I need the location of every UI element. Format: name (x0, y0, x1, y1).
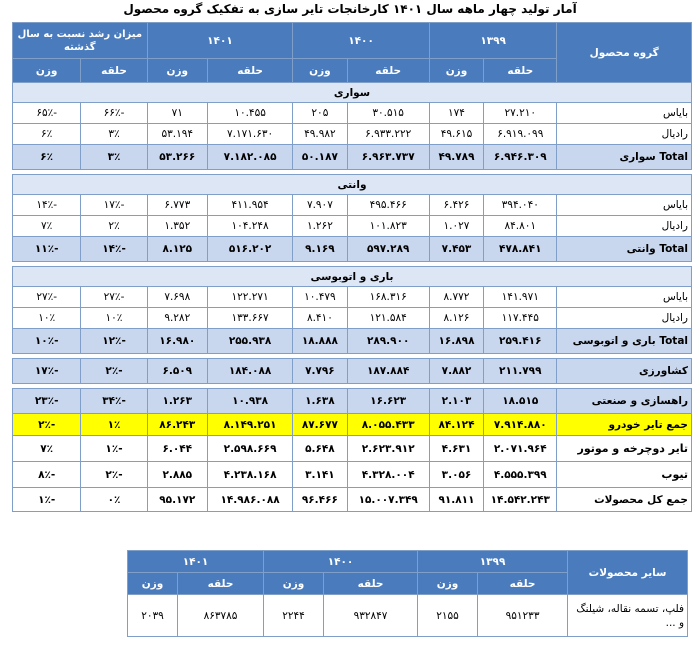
value-1399-ring: ۹۵۱۲۳۳ (478, 595, 568, 637)
year-header-1401: ۱۴۰۱ (147, 23, 293, 59)
sub-weight: وزن (128, 573, 178, 595)
growth-weight: ۶٪ (13, 145, 81, 170)
weight-1401: ۸۶.۲۴۳ (147, 414, 207, 436)
ring-1400: ۸.۰۵۵.۴۳۳ (347, 414, 429, 436)
weight-1400: ۵۰.۱۸۷ (293, 145, 347, 170)
row-label: کشاورزی (557, 359, 692, 384)
row-label: رادیال (557, 308, 692, 329)
growth-weight: ۷٪ (13, 436, 81, 462)
header-row-years (13, 23, 692, 59)
weight-1399: ۸۴.۱۲۴ (429, 414, 483, 436)
ring-1401: ۲۵۵.۹۳۸ (207, 329, 292, 354)
ring-1401: ۱۰.۹۳۸ (207, 389, 292, 414)
row-label: Total سواری (557, 145, 692, 170)
row-label: جمع کل محصولات (557, 488, 692, 512)
growth-weight: ۷٪ (13, 216, 81, 237)
row-label: راهسازی و صنعتی (557, 389, 692, 414)
growth-weight: -۱٪ (13, 488, 81, 512)
growth-ring: ۱٪ (81, 414, 147, 436)
ring-1399: ۱۱۷.۴۴۵ (484, 308, 557, 329)
growth-header: میزان رشد نسبت به سال گذشته (13, 23, 148, 59)
sub-weight: وزن (13, 59, 81, 83)
weight-1399: ۸.۱۲۶ (429, 308, 483, 329)
weight-1401: ۶.۷۷۳ (147, 195, 207, 216)
ring-1401: ۱۰۴.۲۴۸ (207, 216, 292, 237)
row-vanet-bayas (13, 195, 692, 216)
row-docharkhe (13, 436, 692, 462)
growth-weight: -۸٪ (13, 462, 81, 488)
growth-ring: ۱۰٪ (81, 308, 147, 329)
sub-ring: حلقه (347, 59, 429, 83)
row-bari-total (13, 329, 692, 354)
year-header-1400: ۱۴۰۰ (293, 23, 430, 59)
ring-1401: ۸.۱۴۹.۲۵۱ (207, 414, 292, 436)
ring-1399: ۶.۹۴۶.۳۰۹ (484, 145, 557, 170)
ring-1400: ۲.۶۲۳.۹۱۲ (347, 436, 429, 462)
section-vanet: وانتی (13, 175, 692, 195)
weight-1399: ۷.۸۸۲ (429, 359, 483, 384)
row-label: بایاس (557, 195, 692, 216)
value-1400-weight: ۲۲۴۴ (264, 595, 324, 637)
row-label: تیوب (557, 462, 692, 488)
year-header-1399: ۱۳۹۹ (429, 23, 557, 59)
weight-1399: ۶.۴۲۶ (429, 195, 483, 216)
ring-1400: ۱۶.۶۲۳ (347, 389, 429, 414)
production-table (12, 22, 692, 512)
weight-1401: ۲.۸۸۵ (147, 462, 207, 488)
row-vanet-radial (13, 216, 692, 237)
growth-ring: -۱۲٪ (81, 329, 147, 354)
ring-1399: ۲۵۹.۴۱۶ (484, 329, 557, 354)
weight-1401: ۹۵.۱۷۲ (147, 488, 207, 512)
year-header-1401: ۱۴۰۱ (128, 551, 264, 573)
row-label: بایاس (557, 287, 692, 308)
ring-1401: ۱۰.۴۵۵ (207, 103, 292, 124)
growth-ring: -۶۶٪ (81, 103, 147, 124)
row-savari-bayas (13, 103, 692, 124)
section-savari: سواری (13, 83, 692, 103)
sub-weight: وزن (418, 573, 478, 595)
page-title: آمار تولید چهار ماهه سال ۱۴۰۱ کارخانجات تایر سازی به تفکیک گروه محصول (123, 2, 577, 16)
weight-1399: ۴۹.۷۸۹ (429, 145, 483, 170)
weight-1400: ۱.۶۳۸ (293, 389, 347, 414)
weight-1399: ۱۷۴ (429, 103, 483, 124)
ring-1401: ۴.۲۳۸.۱۶۸ (207, 462, 292, 488)
ring-1399: ۱۸.۵۱۵ (484, 389, 557, 414)
ring-1400: ۴.۳۲۸.۰۰۴ (347, 462, 429, 488)
row-label: تایر دوچرخه و موتور (557, 436, 692, 462)
ring-1400: ۱۵.۰۰۷.۳۴۹ (347, 488, 429, 512)
weight-1399: ۷.۴۵۳ (429, 237, 483, 262)
growth-ring: -۱۷٪ (81, 195, 147, 216)
row-label: Total وانتی (557, 237, 692, 262)
weight-1400: ۷.۷۹۶ (293, 359, 347, 384)
weight-1399: ۱.۰۲۷ (429, 216, 483, 237)
ring-1401: ۷.۱۸۲.۰۸۵ (207, 145, 292, 170)
ring-1401: ۱۲۲.۲۷۱ (207, 287, 292, 308)
row-bari-radial (13, 308, 692, 329)
row-savari-total (13, 145, 692, 170)
growth-weight: -۶۵٪ (13, 103, 81, 124)
ring-1400: ۶.۹۶۳.۷۳۷ (347, 145, 429, 170)
ring-1401: ۱۸۴.۰۸۸ (207, 359, 292, 384)
weight-1401: ۶.۵۰۹ (147, 359, 207, 384)
weight-1400: ۹.۱۶۹ (293, 237, 347, 262)
growth-ring: -۱٪ (81, 436, 147, 462)
year-header-1399: ۱۳۹۹ (418, 551, 568, 573)
ring-1400: ۲۸۹.۹۰۰ (347, 329, 429, 354)
weight-1399: ۳.۰۵۶ (429, 462, 483, 488)
weight-1400: ۵.۶۴۸ (293, 436, 347, 462)
other-products-table (127, 550, 688, 637)
growth-ring: ۳٪ (81, 124, 147, 145)
weight-1400: ۸۷.۶۷۷ (293, 414, 347, 436)
row-rahsazi (13, 389, 692, 414)
row-keshavarzi (13, 359, 692, 384)
row-label: Total باری و اتوبوسی (557, 329, 692, 354)
weight-1399: ۸.۷۷۲ (429, 287, 483, 308)
weight-1400: ۱۰.۴۷۹ (293, 287, 347, 308)
ring-1399: ۸۴.۸۰۱ (484, 216, 557, 237)
weight-1401: ۹.۲۸۲ (147, 308, 207, 329)
ring-1399: ۶.۹۱۹.۰۹۹ (484, 124, 557, 145)
ring-1399: ۱۴.۵۴۲.۲۴۳ (484, 488, 557, 512)
sub-ring: حلقه (81, 59, 147, 83)
weight-1401: ۷۱ (147, 103, 207, 124)
weight-1399: ۱۶.۸۹۸ (429, 329, 483, 354)
value-1401-ring: ۸۶۳۷۸۵ (178, 595, 264, 637)
growth-weight: -۲٪ (13, 414, 81, 436)
group-header: گروه محصول (557, 23, 692, 83)
weight-1399: ۲.۱۰۳ (429, 389, 483, 414)
row-tire-khodro-total (13, 414, 692, 436)
weight-1400: ۱.۲۶۲ (293, 216, 347, 237)
growth-ring: ۳٪ (81, 145, 147, 170)
row-savari-radial (13, 124, 692, 145)
ring-1399: ۲۷.۲۱۰ (484, 103, 557, 124)
row-label: جمع تایر خودرو (557, 414, 692, 436)
weight-1400: ۳.۱۴۱ (293, 462, 347, 488)
sub-weight: وزن (264, 573, 324, 595)
ring-1399: ۷.۹۱۴.۸۸۰ (484, 414, 557, 436)
ring-1400: ۵۹۷.۲۸۹ (347, 237, 429, 262)
sub-ring: حلقه (178, 573, 264, 595)
weight-1400: ۴۹.۹۸۲ (293, 124, 347, 145)
weight-1401: ۱.۳۵۲ (147, 216, 207, 237)
ring-1401: ۴۱۱.۹۵۴ (207, 195, 292, 216)
growth-weight: -۲۳٪ (13, 389, 81, 414)
ring-1401: ۷.۱۷۱.۶۳۰ (207, 124, 292, 145)
value-1399-weight: ۲۱۵۵ (418, 595, 478, 637)
weight-1400: ۸.۴۱۰ (293, 308, 347, 329)
sub-weight: وزن (429, 59, 483, 83)
ring-1401: ۲.۵۹۸.۶۶۹ (207, 436, 292, 462)
ring-1399: ۴.۵۵۵.۳۹۹ (484, 462, 557, 488)
row-label: رادیال (557, 216, 692, 237)
ring-1401: ۱۳۳.۶۶۷ (207, 308, 292, 329)
weight-1399: ۴.۶۳۱ (429, 436, 483, 462)
weight-1400: ۹۶.۴۶۶ (293, 488, 347, 512)
growth-ring: -۳۴٪ (81, 389, 147, 414)
growth-weight: -۱۰٪ (13, 329, 81, 354)
value-1400-ring: ۹۳۲۸۴۷ (324, 595, 418, 637)
weight-1400: ۱۸.۸۸۸ (293, 329, 347, 354)
ring-1400: ۴۹۵.۴۶۶ (347, 195, 429, 216)
weight-1401: ۱.۲۶۳ (147, 389, 207, 414)
weight-1401: ۱۶.۹۸۰ (147, 329, 207, 354)
sub-weight: وزن (147, 59, 207, 83)
ring-1399: ۲.۰۷۱.۹۶۴ (484, 436, 557, 462)
ring-1399: ۲۱۱.۷۹۹ (484, 359, 557, 384)
weight-1400: ۷.۹۰۷ (293, 195, 347, 216)
weight-1399: ۹۱.۸۱۱ (429, 488, 483, 512)
weight-1401: ۵۳.۲۶۶ (147, 145, 207, 170)
other-products-label: فلپ، تسمه نقاله، شیلنگ و ... (568, 595, 688, 637)
sub-ring: حلقه (324, 573, 418, 595)
row-vanet-total (13, 237, 692, 262)
ring-1400: ۱۰۱.۸۲۳ (347, 216, 429, 237)
weight-1401: ۶.۰۴۴ (147, 436, 207, 462)
ring-1400: ۱۶۸.۳۱۶ (347, 287, 429, 308)
row-label: بایاس (557, 103, 692, 124)
growth-weight: ۱۰٪ (13, 308, 81, 329)
growth-weight: -۱۴٪ (13, 195, 81, 216)
ring-1399: ۴۷۸.۸۴۱ (484, 237, 557, 262)
year-header-1400: ۱۴۰۰ (264, 551, 418, 573)
sub-ring: حلقه (207, 59, 292, 83)
ring-1399: ۱۴۱.۹۷۱ (484, 287, 557, 308)
ring-1400: ۱۲۱.۵۸۴ (347, 308, 429, 329)
growth-ring: ۰٪ (81, 488, 147, 512)
weight-1401: ۸.۱۲۵ (147, 237, 207, 262)
growth-ring: -۲۷٪ (81, 287, 147, 308)
weight-1401: ۵۳.۱۹۴ (147, 124, 207, 145)
ring-1401: ۱۴.۹۸۶.۰۸۸ (207, 488, 292, 512)
section-bari: باری و اتوبوسی (13, 267, 692, 287)
row-tiub (13, 462, 692, 488)
sub-weight: وزن (293, 59, 347, 83)
row-bari-bayas (13, 287, 692, 308)
ring-1399: ۳۹۴.۰۴۰ (484, 195, 557, 216)
growth-weight: -۱۱٪ (13, 237, 81, 262)
growth-ring: -۲٪ (81, 359, 147, 384)
ring-1400: ۳۰.۵۱۵ (347, 103, 429, 124)
growth-weight: -۲۷٪ (13, 287, 81, 308)
growth-weight: -۱۷٪ (13, 359, 81, 384)
ring-1401: ۵۱۶.۲۰۲ (207, 237, 292, 262)
value-1401-weight: ۲۰۳۹ (128, 595, 178, 637)
sub-ring: حلقه (478, 573, 568, 595)
growth-ring: ۲٪ (81, 216, 147, 237)
growth-ring: -۱۴٪ (81, 237, 147, 262)
weight-1401: ۷.۶۹۸ (147, 287, 207, 308)
weight-1399: ۴۹.۶۱۵ (429, 124, 483, 145)
growth-ring: -۲٪ (81, 462, 147, 488)
ring-1400: ۶.۹۳۳.۲۲۲ (347, 124, 429, 145)
row-label: رادیال (557, 124, 692, 145)
sub-ring: حلقه (484, 59, 557, 83)
growth-weight: ۶٪ (13, 124, 81, 145)
other-products-header: سایر محصولات (568, 551, 688, 595)
weight-1400: ۲۰۵ (293, 103, 347, 124)
ring-1400: ۱۸۷.۸۸۴ (347, 359, 429, 384)
row-grand-total (13, 488, 692, 512)
